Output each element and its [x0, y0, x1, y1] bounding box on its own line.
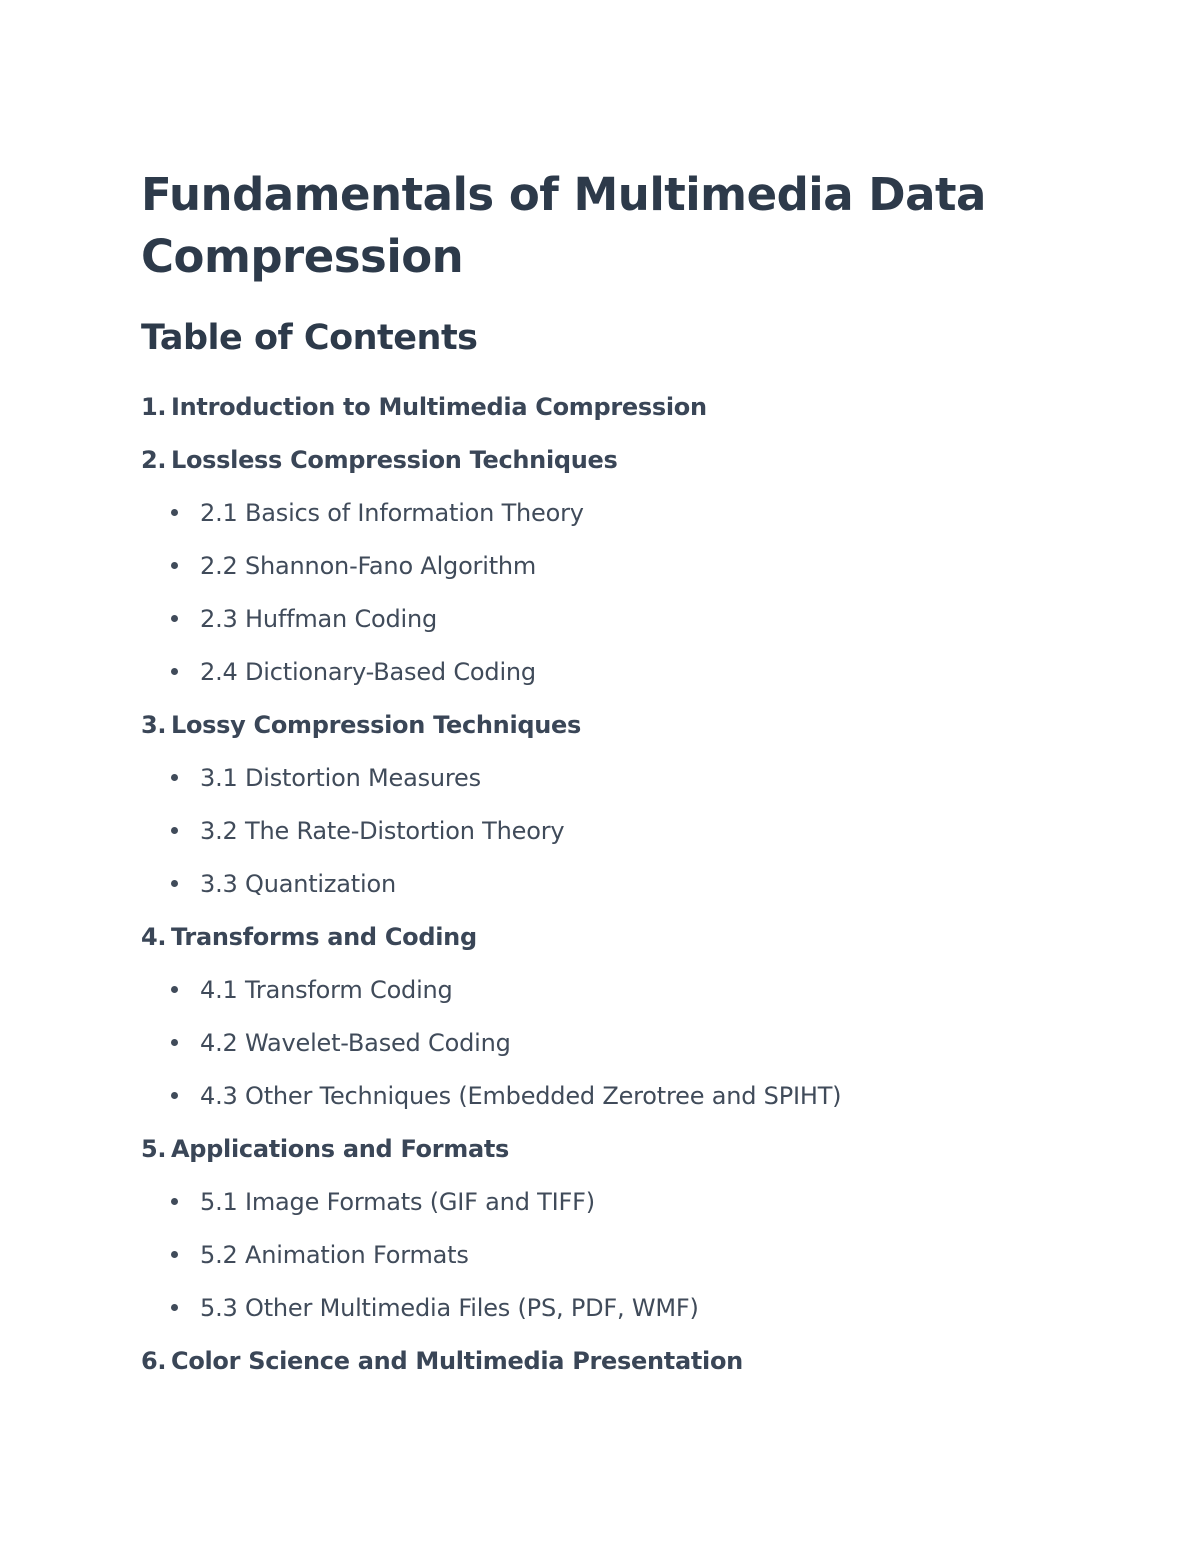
toc-section[interactable] — [141, 380, 1101, 433]
toc-subsection-label: 5.1 Image Formats (GIF and TIFF) — [200, 1187, 595, 1216]
bullet-icon — [171, 562, 178, 569]
bullet-icon — [171, 1039, 178, 1046]
toc-section-number: 4. — [141, 922, 167, 951]
toc-section-label: Lossless Compression Techniques — [171, 445, 618, 474]
bullet-icon — [171, 986, 178, 993]
toc-section-label: Applications and Formats — [171, 1134, 510, 1163]
toc-subsection-label: 4.2 Wavelet-Based Coding — [200, 1028, 511, 1057]
toc-subsection[interactable] — [141, 804, 1101, 857]
toc-subsection[interactable] — [141, 857, 1101, 910]
document-title: Fundamentals of Multimedia Data Compression — [141, 168, 986, 283]
toc-subsection[interactable] — [141, 1069, 1101, 1122]
bullet-icon — [171, 880, 178, 887]
toc-section[interactable] — [141, 1122, 1101, 1175]
toc-subsection-label: 5.2 Animation Formats — [200, 1240, 469, 1269]
bullet-icon — [171, 774, 178, 781]
toc-subsection-label: 3.2 The Rate-Distortion Theory — [200, 816, 565, 845]
toc-subsection[interactable] — [141, 645, 1101, 698]
toc-section-number: 1. — [141, 392, 167, 421]
toc-section[interactable] — [141, 698, 1101, 751]
toc-subsection[interactable] — [141, 1175, 1101, 1228]
toc-heading: Table of Contents — [141, 318, 478, 358]
toc-subsection-label: 4.1 Transform Coding — [200, 975, 453, 1004]
toc-subsection[interactable] — [141, 963, 1101, 1016]
bullet-icon — [171, 1092, 178, 1099]
toc-subsection-label: 3.3 Quantization — [200, 869, 396, 898]
toc-subsection[interactable] — [141, 1228, 1101, 1281]
toc-subsection[interactable] — [141, 1016, 1101, 1069]
bullet-icon — [171, 1198, 178, 1205]
toc-section-label: Introduction to Multimedia Compression — [171, 392, 707, 421]
toc-subsection-label: 3.1 Distortion Measures — [200, 763, 481, 792]
toc-subsection[interactable] — [141, 751, 1101, 804]
toc-section-label: Lossy Compression Techniques — [171, 710, 581, 739]
toc-subsection-label: 2.1 Basics of Information Theory — [200, 498, 584, 527]
toc-subsection-label: 2.4 Dictionary-Based Coding — [200, 657, 536, 686]
toc-subsection-label: 2.2 Shannon-Fano Algorithm — [200, 551, 537, 580]
bullet-icon — [171, 1251, 178, 1258]
toc-section-number: 3. — [141, 710, 167, 739]
toc-subsection[interactable] — [141, 539, 1101, 592]
toc-section-number: 6. — [141, 1346, 167, 1375]
bullet-icon — [171, 1304, 178, 1311]
toc-subsection[interactable] — [141, 1281, 1101, 1334]
bullet-icon — [171, 509, 178, 516]
toc-section[interactable] — [141, 433, 1101, 486]
toc-section[interactable] — [141, 910, 1101, 963]
toc-subsection-label: 5.3 Other Multimedia Files (PS, PDF, WMF) — [200, 1293, 699, 1322]
toc-subsection-label: 2.3 Huffman Coding — [200, 604, 438, 633]
bullet-icon — [171, 668, 178, 675]
toc-section-number: 2. — [141, 445, 167, 474]
table-of-contents — [141, 380, 1101, 1387]
toc-section[interactable] — [141, 1334, 1101, 1387]
toc-section-label: Color Science and Multimedia Presentation — [171, 1346, 743, 1375]
toc-section-label: Transforms and Coding — [171, 922, 477, 951]
bullet-icon — [171, 615, 178, 622]
toc-section-number: 5. — [141, 1134, 167, 1163]
toc-subsection[interactable] — [141, 592, 1101, 645]
toc-subsection-label: 4.3 Other Techniques (Embedded Zerotree and SPIHT) — [200, 1081, 842, 1110]
bullet-icon — [171, 827, 178, 834]
toc-subsection[interactable] — [141, 486, 1101, 539]
